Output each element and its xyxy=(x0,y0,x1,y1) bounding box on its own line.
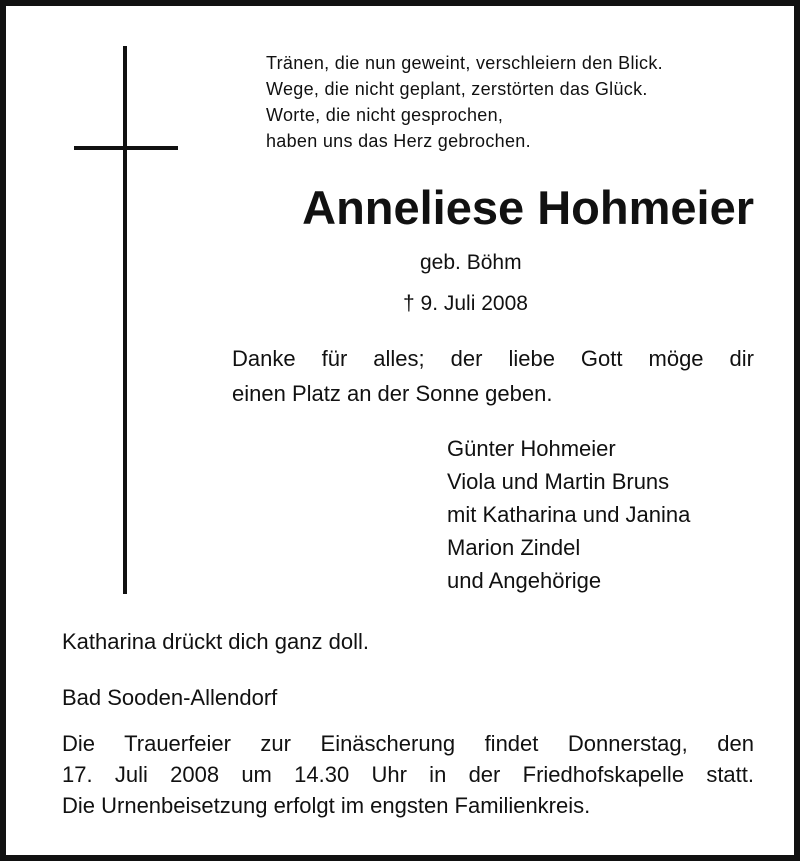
deceased-name: Anneliese Hohmeier xyxy=(302,181,754,234)
ceremony-line: Die Trauerfeier zur Einäscherung findet Donnerstag, den xyxy=(62,731,754,756)
poem-line: haben uns das Herz gebrochen. xyxy=(266,131,531,151)
thanks-message xyxy=(232,341,754,411)
cross-horizontal-beam xyxy=(74,146,178,150)
cross-vertical-beam xyxy=(123,46,127,594)
thanks-line: einen Platz an der Sonne geben. xyxy=(232,381,553,406)
poem-line: Wege, die nicht geplant, zerstörten das Glück. xyxy=(266,79,648,99)
poem-line: Worte, die nicht gesprochen, xyxy=(266,105,504,125)
poem-line: Tränen, die nun geweint, verschleiern den Blick. xyxy=(266,53,663,73)
death-date: † 9. Juli 2008 xyxy=(403,292,528,315)
mourner-name: mit Katharina und Janina xyxy=(447,502,691,527)
mourner-name: Günter Hohmeier xyxy=(447,436,616,461)
ceremony-line: Die Urnenbeisetzung erfolgt im engsten Familienkreis. xyxy=(62,793,591,818)
mourners-list xyxy=(447,432,690,597)
ceremony-line: 17. Juli 2008 um 14.30 Uhr in der Friedhofskapelle statt. xyxy=(62,762,754,787)
mourner-name: Viola und Martin Bruns xyxy=(447,469,670,494)
memorial-poem xyxy=(266,50,663,154)
mourner-name: Marion Zindel xyxy=(447,535,581,560)
location: Bad Sooden-Allendorf xyxy=(62,685,278,710)
personal-note: Katharina drückt dich ganz doll. xyxy=(62,629,369,654)
ceremony-details xyxy=(62,728,754,821)
birth-name: geb. Böhm xyxy=(420,251,522,274)
thanks-line: Danke für alles; der liebe Gott möge dir xyxy=(232,346,754,371)
mourner-name: und Angehörige xyxy=(447,568,602,593)
